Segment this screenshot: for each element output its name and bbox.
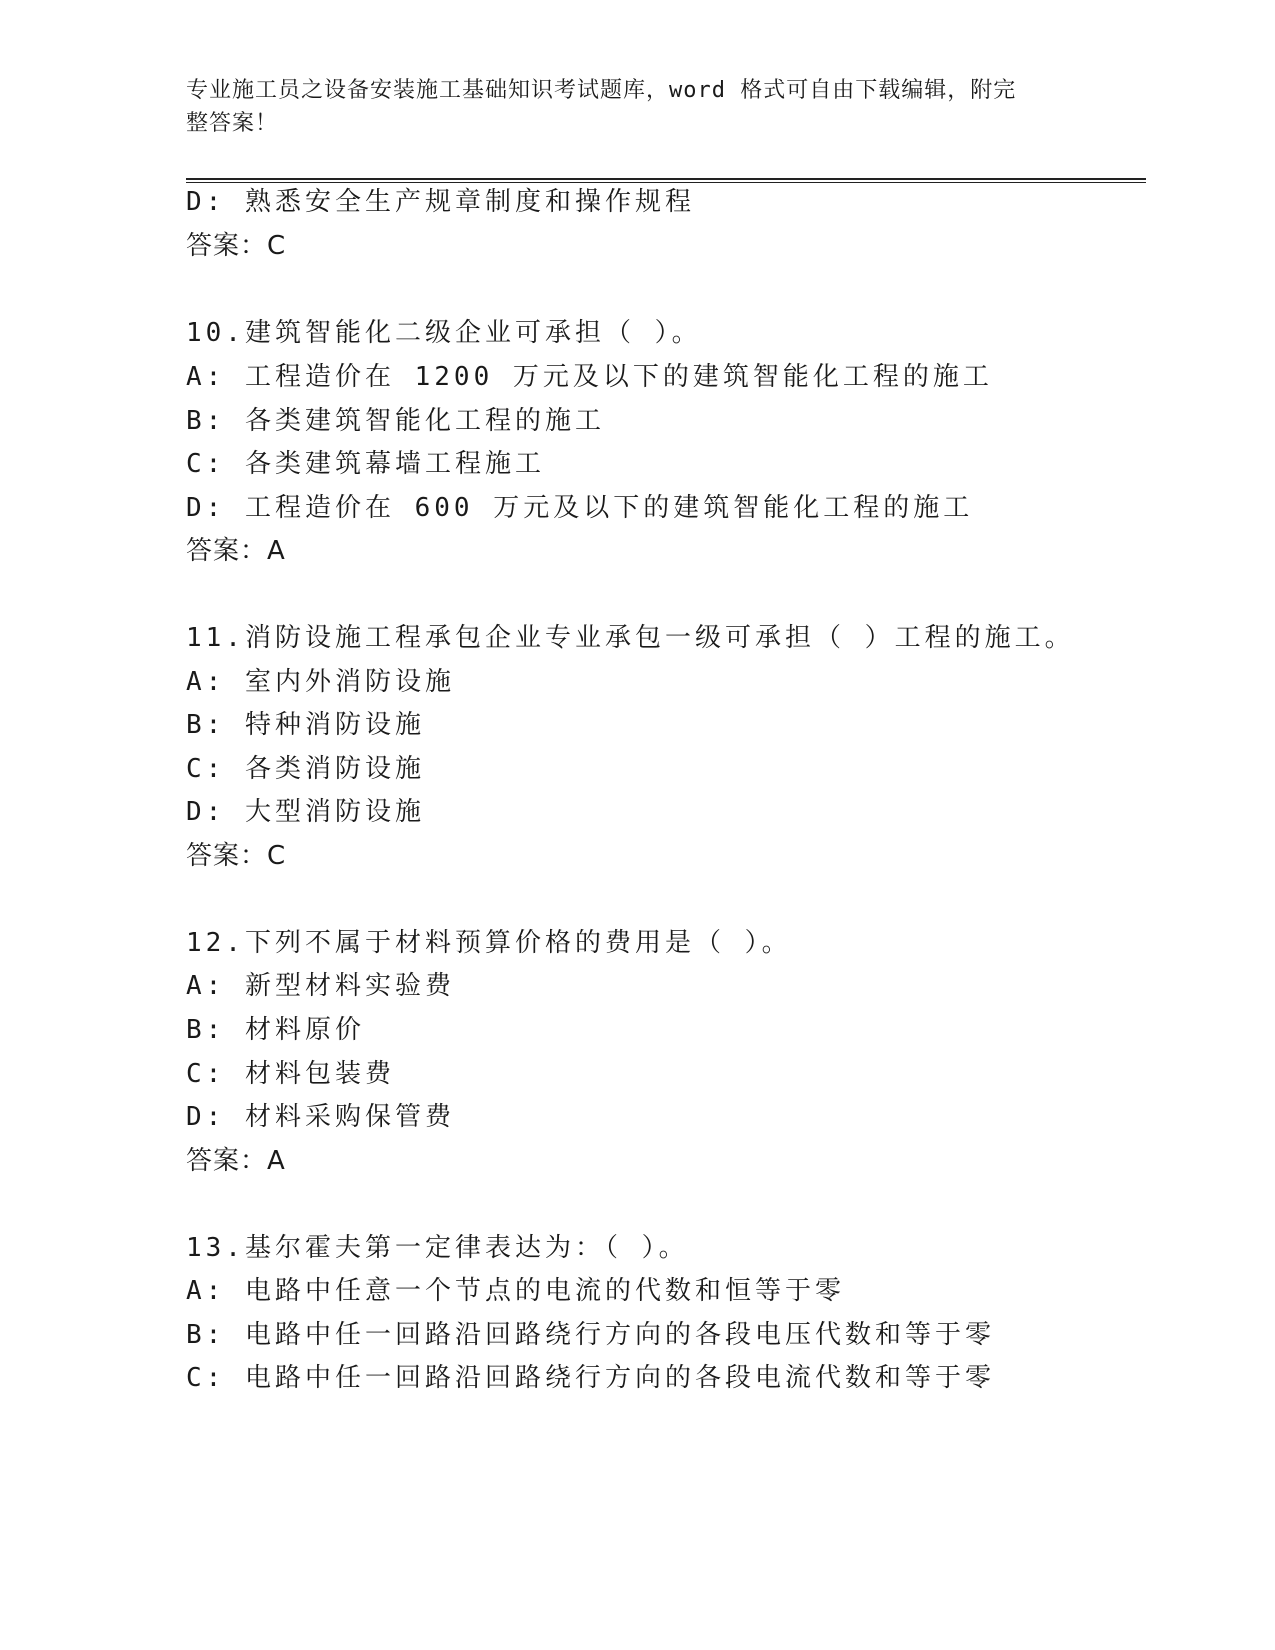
question-11-option-d: D: 大型消防设施 — [186, 797, 425, 827]
question-12-answer: 答案：A — [186, 1146, 286, 1176]
question-11-answer: 答案：C — [186, 841, 287, 871]
question-10-option-d: D: 工程造价在 600 万元及以下的建筑智能化工程的施工 — [186, 493, 974, 523]
question-11-stem: 11.消防设施工程承包企业专业承包一级可承担（ ）工程的施工。 — [186, 623, 1075, 653]
prev-answer: 答案：C — [186, 231, 287, 261]
header-line-2: 整答案！ — [186, 111, 279, 136]
question-11-option-a: A: 室内外消防设施 — [186, 667, 455, 697]
question-11-option-c: C: 各类消防设施 — [186, 754, 425, 784]
question-12-option-c: C: 材料包装费 — [186, 1059, 395, 1089]
document-header — [186, 74, 1066, 140]
question-13-option-b: B: 电路中任一回路沿回路绕行方向的各段电压代数和等于零 — [186, 1320, 995, 1350]
question-10-option-a: A: 工程造价在 1200 万元及以下的建筑智能化工程的施工 — [186, 362, 993, 392]
question-10-option-b: B: 各类建筑智能化工程的施工 — [186, 406, 605, 436]
header-line-1: 专业施工员之设备安装施工基础知识考试题库，word 格式可自由下载编辑，附完 — [186, 78, 1017, 103]
question-12-option-a: A: 新型材料实验费 — [186, 971, 455, 1001]
question-13-option-a: A: 电路中任意一个节点的电流的代数和恒等于零 — [186, 1276, 845, 1306]
question-12-option-b: B: 材料原价 — [186, 1015, 365, 1045]
header-divider — [186, 178, 1146, 183]
question-10-stem: 10.建筑智能化二级企业可承担（ ）。 — [186, 318, 702, 348]
question-13-option-c: C: 电路中任一回路沿回路绕行方向的各段电流代数和等于零 — [186, 1363, 995, 1393]
question-13-stem: 13.基尔霍夫第一定律表达为：（ ）。 — [186, 1233, 689, 1263]
question-10-option-c: C: 各类建筑幕墙工程施工 — [186, 449, 545, 479]
question-12-stem: 12.下列不属于材料预算价格的费用是（ ）。 — [186, 928, 792, 958]
prev-option-d: D: 熟悉安全生产规章制度和操作规程 — [186, 187, 695, 217]
question-12-option-d: D: 材料采购保管费 — [186, 1102, 455, 1132]
question-11-option-b: B: 特种消防设施 — [186, 710, 425, 740]
question-10-answer: 答案：A — [186, 536, 286, 566]
